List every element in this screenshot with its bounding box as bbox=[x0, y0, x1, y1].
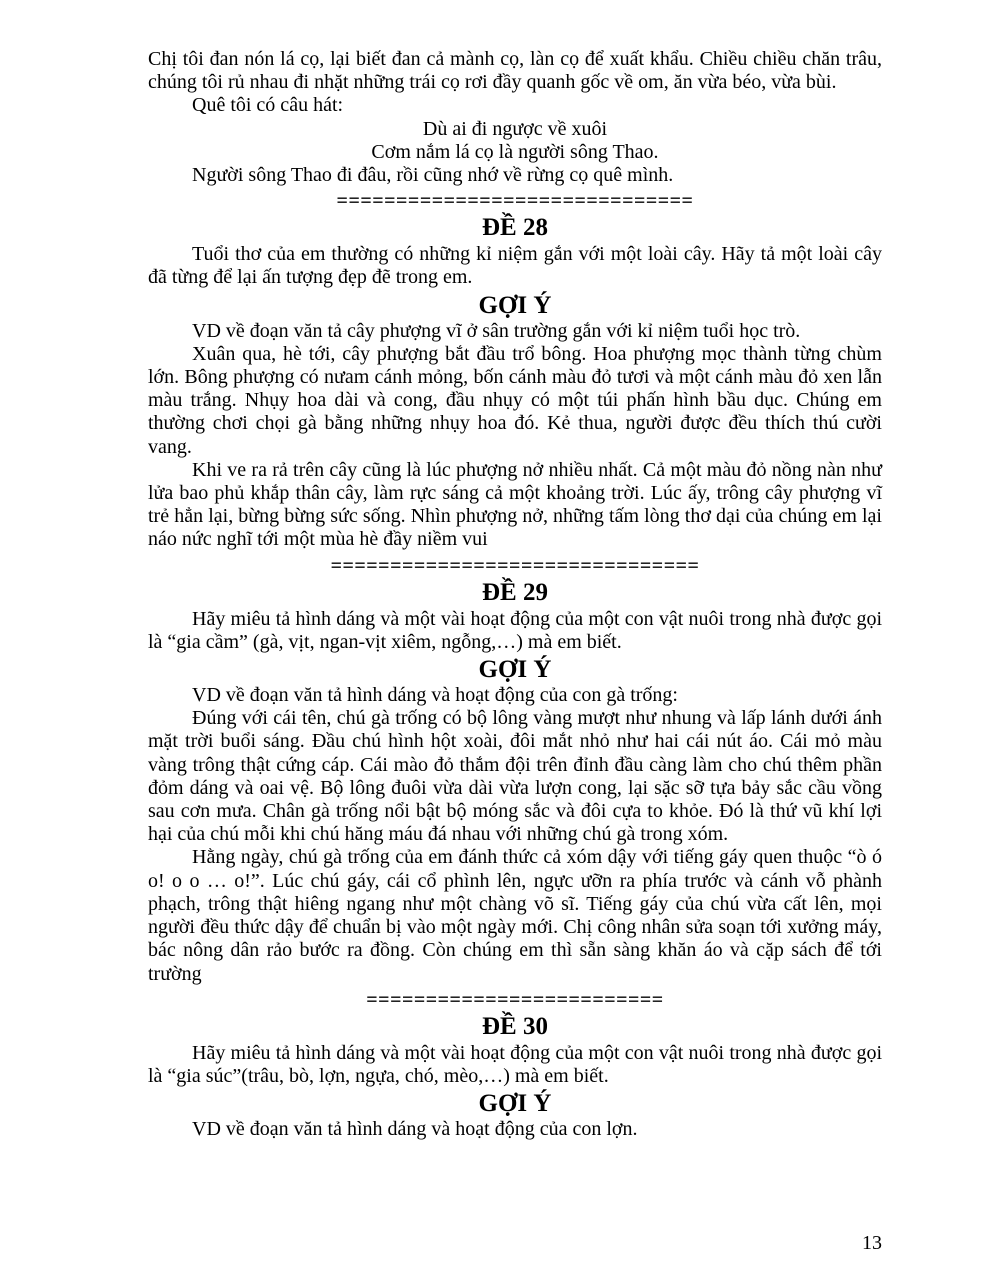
separator-2: =============================== bbox=[330, 554, 700, 577]
de29-paragraph-3: Hằng ngày, chú gà trống của em đánh thức cả xóm dậy với tiếng gáy quen thuộc “ò ó o! o o … o!”. Lúc chú gáy, cái cổ phình lên, ngực ưỡn ra phía trước và cánh vỗ phành phạch, trông thật hiêng ngang như một chàng võ sĩ. Tiếng gáy của chú vừa cất lên, mọi người đều thức dậy để chuẩn bị vào một ngày mới. Chị công nhân sửa soạn tới xưởng máy, bác nông dân rảo bước ra đồng. Còn chúng em thì sẵn sàng khăn áo và cặp sách để tới trường bbox=[148, 846, 882, 985]
intro-paragraph-2: Quê tôi có câu hát: bbox=[192, 94, 344, 117]
de29-hint-title: GỢI Ý bbox=[478, 656, 552, 684]
poem-line-2: Cơm nắm lá cọ là người sông Thao. bbox=[371, 140, 659, 163]
intro-paragraph-3: Người sông Thao đi đâu, rồi cũng nhớ về rừng cọ quê mình. bbox=[192, 164, 674, 187]
de28-title: ĐỀ 28 bbox=[482, 214, 548, 242]
de28-paragraph-1: VD về đoạn văn tả cây phượng vĩ ở sân trường gắn với kỉ niệm tuổi học trò. bbox=[192, 319, 801, 342]
de30-paragraph-1: VD về đoạn văn tả hình dáng và hoạt động của con lợn. bbox=[192, 1118, 638, 1141]
de29-paragraph-2: Đúng với cái tên, chú gà trống có bộ lông vàng mượt như nhung và lấp lánh dưới ánh mặt trời buổi sáng. Đầu chú hình hột xoài, đôi mắt nhỏ như hai cái nút áo. Cái mỏ màu vàng trông thật cứng cáp. Cái mào đỏ thắm đội trên đỉnh đầu càng làm cho chú thêm phần đỏm dáng và oai vệ. Bộ lông đuôi vừa dài vừa lượn cong, lại sặc sỡ tựa bảy sắc cầu vồng sau cơn mưa. Chân gà trống nổi bật bộ móng sắc và đôi cựa to khỏe. Đó là thứ vũ khí lợi hại của chú mỗi khi chú hăng máu đá nhau với những chú gà trong xóm. bbox=[148, 707, 882, 846]
separator-1: ============================== bbox=[336, 190, 694, 213]
intro-paragraph-1: Chị tôi đan nón lá cọ, lại biết đan cả mành cọ, làn cọ để xuất khẩu. Chiều chiều chăn trâu, chúng tôi rủ nhau đi nhặt những trái cọ rơi đầy quanh gốc về om, ăn vừa béo, vừa bùi. bbox=[148, 48, 882, 94]
de30-title: ĐỀ 30 bbox=[482, 1012, 548, 1040]
de28-hint-title: GỢI Ý bbox=[478, 291, 552, 319]
page-number: 13 bbox=[862, 1232, 882, 1254]
de30-hint-title: GỢI Ý bbox=[478, 1090, 552, 1118]
de29-title: ĐỀ 29 bbox=[482, 578, 548, 606]
de28-prompt: Tuổi thơ của em thường có những kỉ niệm gắn với một loài cây. Hãy tả một loài cây đã từng để lại ấn tượng đẹp đẽ trong em. bbox=[148, 243, 882, 289]
de28-paragraph-2: Xuân qua, hè tới, cây phượng bắt đầu trổ bông. Hoa phượng mọc thành từng chùm lớn. Bông phượng có nưam cánh mỏng, bốn cánh màu đỏ tươi và một cánh màu đỏ xen lẫn màu trắng. Nhụy hoa dài và cong, đầu nhụy có một túi phấn hình bầu dục. Chúng em thường chơi chọi gà bằng những nhụy hoa đó. Kẻ thua, người được đều thích thú cười vang. bbox=[148, 342, 882, 458]
separator-3: ========================= bbox=[366, 988, 664, 1011]
text-column bbox=[148, 48, 882, 1141]
de29-prompt: Hãy miêu tả hình dáng và một vài hoạt động của một con vật nuôi trong nhà được gọi là “gia cầm” (gà, vịt, ngan-vịt xiêm, ngỗng,…) mà em biết. bbox=[148, 607, 882, 653]
poem-line-1: Dù ai đi ngược về xuôi bbox=[422, 117, 608, 140]
de29-paragraph-1: VD về đoạn văn tả hình dáng và hoạt động của con gà trống: bbox=[192, 684, 678, 707]
de28-paragraph-3: Khi ve ra rả trên cây cũng là lúc phượng nở nhiều nhất. Cả một màu đỏ nồng nàn như lửa bao phủ khắp thân cây, làm rực sáng cả một khoảng trời. Lúc ấy, trông cây phượng vĩ trẻ hẳn lại, bừng bừng sức sống. Nhìn phượng nở, những tấm lòng thơ dại của chúng em lại náo nức nghĩ tới một mùa hè đầy niềm vui bbox=[148, 458, 882, 551]
de30-prompt: Hãy miêu tả hình dáng và một vài hoạt động của một con vật nuôi trong nhà được gọi là “gia súc”(trâu, bò, lợn, ngựa, chó, mèo,…) mà em biết. bbox=[148, 1041, 882, 1087]
